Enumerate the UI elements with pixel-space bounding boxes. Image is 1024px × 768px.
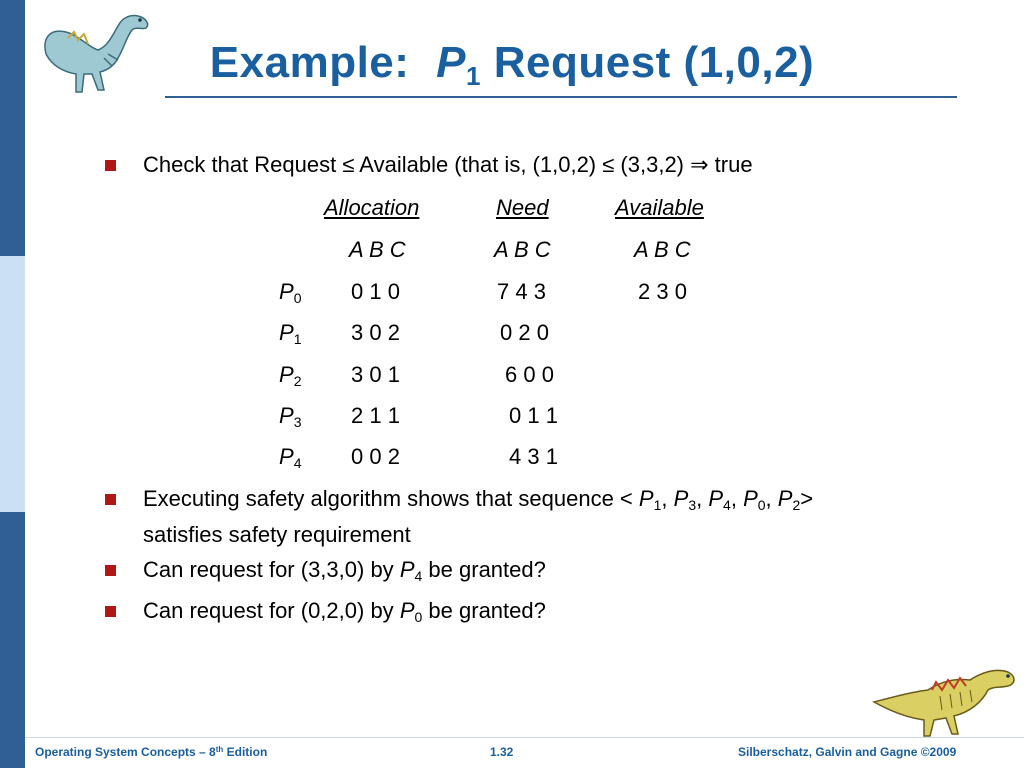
row-process-label (279, 360, 301, 396)
process-letter: P (279, 320, 294, 345)
footer-title-sup: th (215, 745, 224, 754)
cell-need: 0 1 1 (509, 403, 558, 428)
bullet-3-suffix: be granted? (428, 557, 546, 582)
seq-sep: , (730, 486, 744, 511)
bullet-marker (105, 160, 116, 171)
footer-authors: Silberschatz, Galvin and Gagne ©2009 (738, 745, 957, 759)
title-prefix: Example: (209, 38, 410, 87)
sidebar-light-band (0, 256, 25, 512)
left-sidebar-decoration (0, 0, 25, 768)
seq-sep: > (800, 486, 814, 511)
footer-course-title (35, 745, 267, 759)
title-suffix: Request (1,0,2) (493, 38, 815, 87)
title-process (436, 38, 481, 91)
process-sub: 1 (293, 331, 302, 347)
slide-title (0, 38, 1024, 92)
bullet-4-process-sub: 0 (414, 609, 423, 625)
process-sub: 0 (293, 290, 302, 306)
bullet-2-prefix: Executing safety algorithm shows that sequence < (143, 486, 633, 511)
footer-rule (25, 737, 1024, 738)
process-letter: P (279, 403, 294, 428)
row-process-label (279, 277, 301, 313)
cell-need: 0 2 0 (500, 320, 549, 345)
row-process-label (279, 401, 301, 437)
bullet-marker (105, 565, 116, 576)
seq-process: P (777, 486, 793, 511)
seq-process-sub: 3 (688, 497, 697, 513)
subheader-allocation: A B C (349, 237, 406, 262)
seq-process-sub: 0 (757, 497, 766, 513)
title-process-letter: P (436, 38, 467, 87)
sidebar-dark-band (0, 512, 25, 768)
cell-need: 4 3 1 (509, 444, 558, 469)
cell-need: 7 4 3 (497, 279, 546, 304)
process-sub: 2 (293, 373, 302, 389)
bullet-4-text (143, 596, 546, 632)
title-underline (165, 96, 957, 98)
bullet-marker (105, 494, 116, 505)
seq-sep: , (696, 486, 709, 511)
bullet-4-prefix: Can request for (0,2,0) by (143, 598, 394, 623)
bullet-1-text: Check that Request ≤ Available (that is, (1,0,2) ≤ (3,3,2) ⇒ true (143, 152, 753, 177)
footer-title-prefix: Operating System Concepts – 8 (35, 745, 216, 759)
header-need: Need (496, 195, 549, 220)
cell-available: 2 3 0 (638, 279, 687, 304)
seq-process-sub: 4 (723, 497, 731, 513)
seq-process: P (638, 486, 654, 511)
header-available: Available (615, 195, 704, 220)
bullet-3-process: P (399, 557, 415, 582)
footer-title-suffix: Edition (226, 745, 268, 759)
row-process-label (279, 442, 301, 478)
process-letter: P (279, 444, 294, 469)
subheader-need: A B C (494, 237, 551, 262)
cell-allocation: 0 0 2 (351, 444, 400, 469)
process-sub: 3 (293, 414, 302, 430)
seq-process: P (708, 486, 724, 511)
process-letter: P (279, 279, 294, 304)
cell-allocation: 0 1 0 (351, 279, 400, 304)
header-allocation: Allocation (324, 195, 420, 220)
cell-allocation: 3 0 1 (351, 362, 400, 387)
seq-process: P (673, 486, 689, 511)
bullet-marker (105, 606, 116, 617)
cell-need: 6 0 0 (505, 362, 554, 387)
bullet-3-process-sub: 4 (414, 568, 423, 584)
process-sub: 4 (293, 455, 302, 471)
bullet-4-suffix: be granted? (428, 598, 546, 623)
seq-sep: , (661, 486, 674, 511)
subheader-available: A B C (634, 237, 691, 262)
bullet-3-text (143, 555, 546, 591)
bullet-2-text (143, 484, 963, 550)
row-process-label (279, 318, 301, 354)
title-process-sub: 1 (466, 61, 481, 91)
footer-page-number: 1.32 (490, 745, 514, 759)
seq-process-sub: 2 (792, 497, 801, 513)
seq-process: P (743, 486, 758, 511)
process-letter: P (279, 362, 294, 387)
dinosaur-corner-icon (870, 662, 1020, 740)
cell-allocation: 3 0 2 (351, 320, 400, 345)
bullet-3-prefix: Can request for (3,3,0) by (143, 557, 394, 582)
bullet-4-process: P (399, 598, 415, 623)
seq-sep: , (765, 486, 778, 511)
seq-process-sub: 1 (653, 497, 662, 513)
bullet-2-line2: satisfies safety requirement (143, 522, 411, 547)
cell-allocation: 2 1 1 (351, 403, 400, 428)
